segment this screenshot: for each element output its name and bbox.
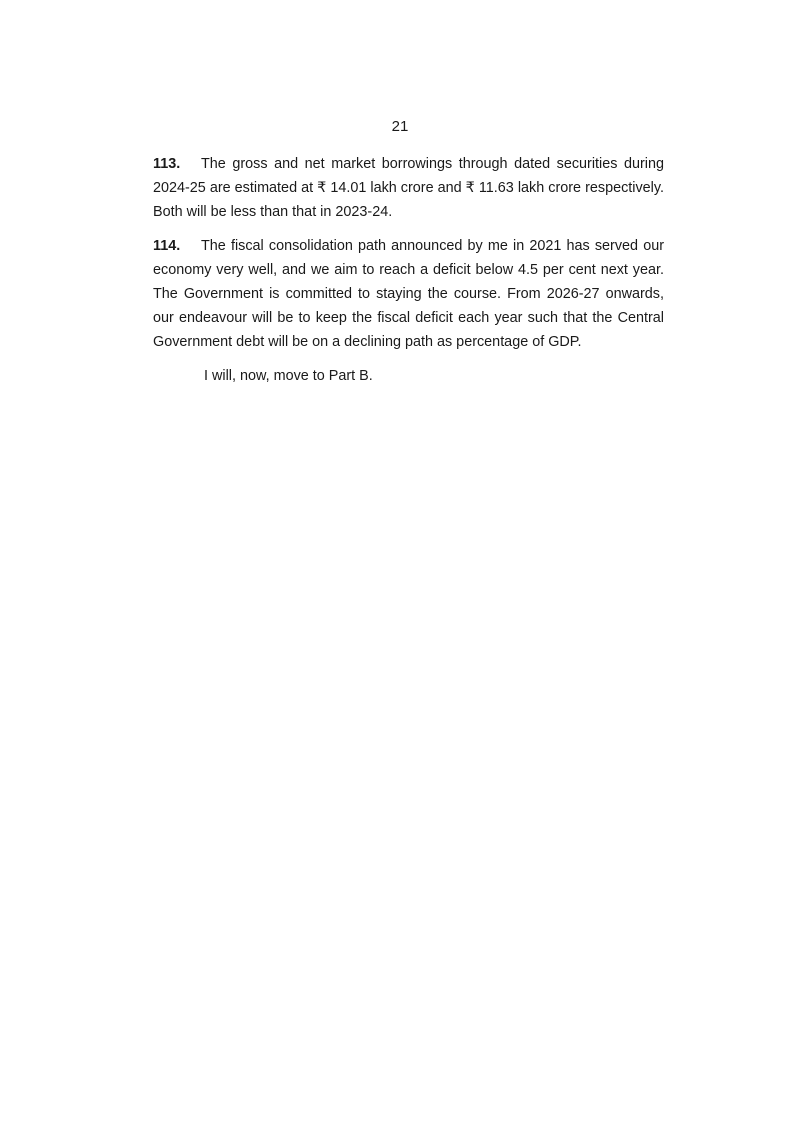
paragraph-number: 113.	[153, 156, 181, 172]
page-body	[153, 152, 664, 388]
paragraph-number: 114.	[153, 238, 181, 254]
paragraph-text: The gross and net market borrowings through dated securities during 2024-25 are estimated at ₹ 14.01 lakh crore and ₹ 11.63 lakh crore respectively. Both will be less than that in 2023-24.	[153, 156, 664, 220]
closing-line: I will, now, move to Part B.	[204, 368, 373, 384]
paragraph-114	[153, 234, 664, 354]
page-number: 21	[391, 118, 409, 135]
paragraph-113	[153, 152, 664, 224]
paragraph-text: The fiscal consolidation path announced by me in 2021 has served our economy very well, and we aim to reach a deficit below 4.5 per cent next year. The Government is committed to staying the course. From 2026-27 onwards, our endeavour will be to keep the fiscal deficit each year such that the Central Government debt will be on a declining path as percentage of GDP.	[153, 238, 664, 350]
